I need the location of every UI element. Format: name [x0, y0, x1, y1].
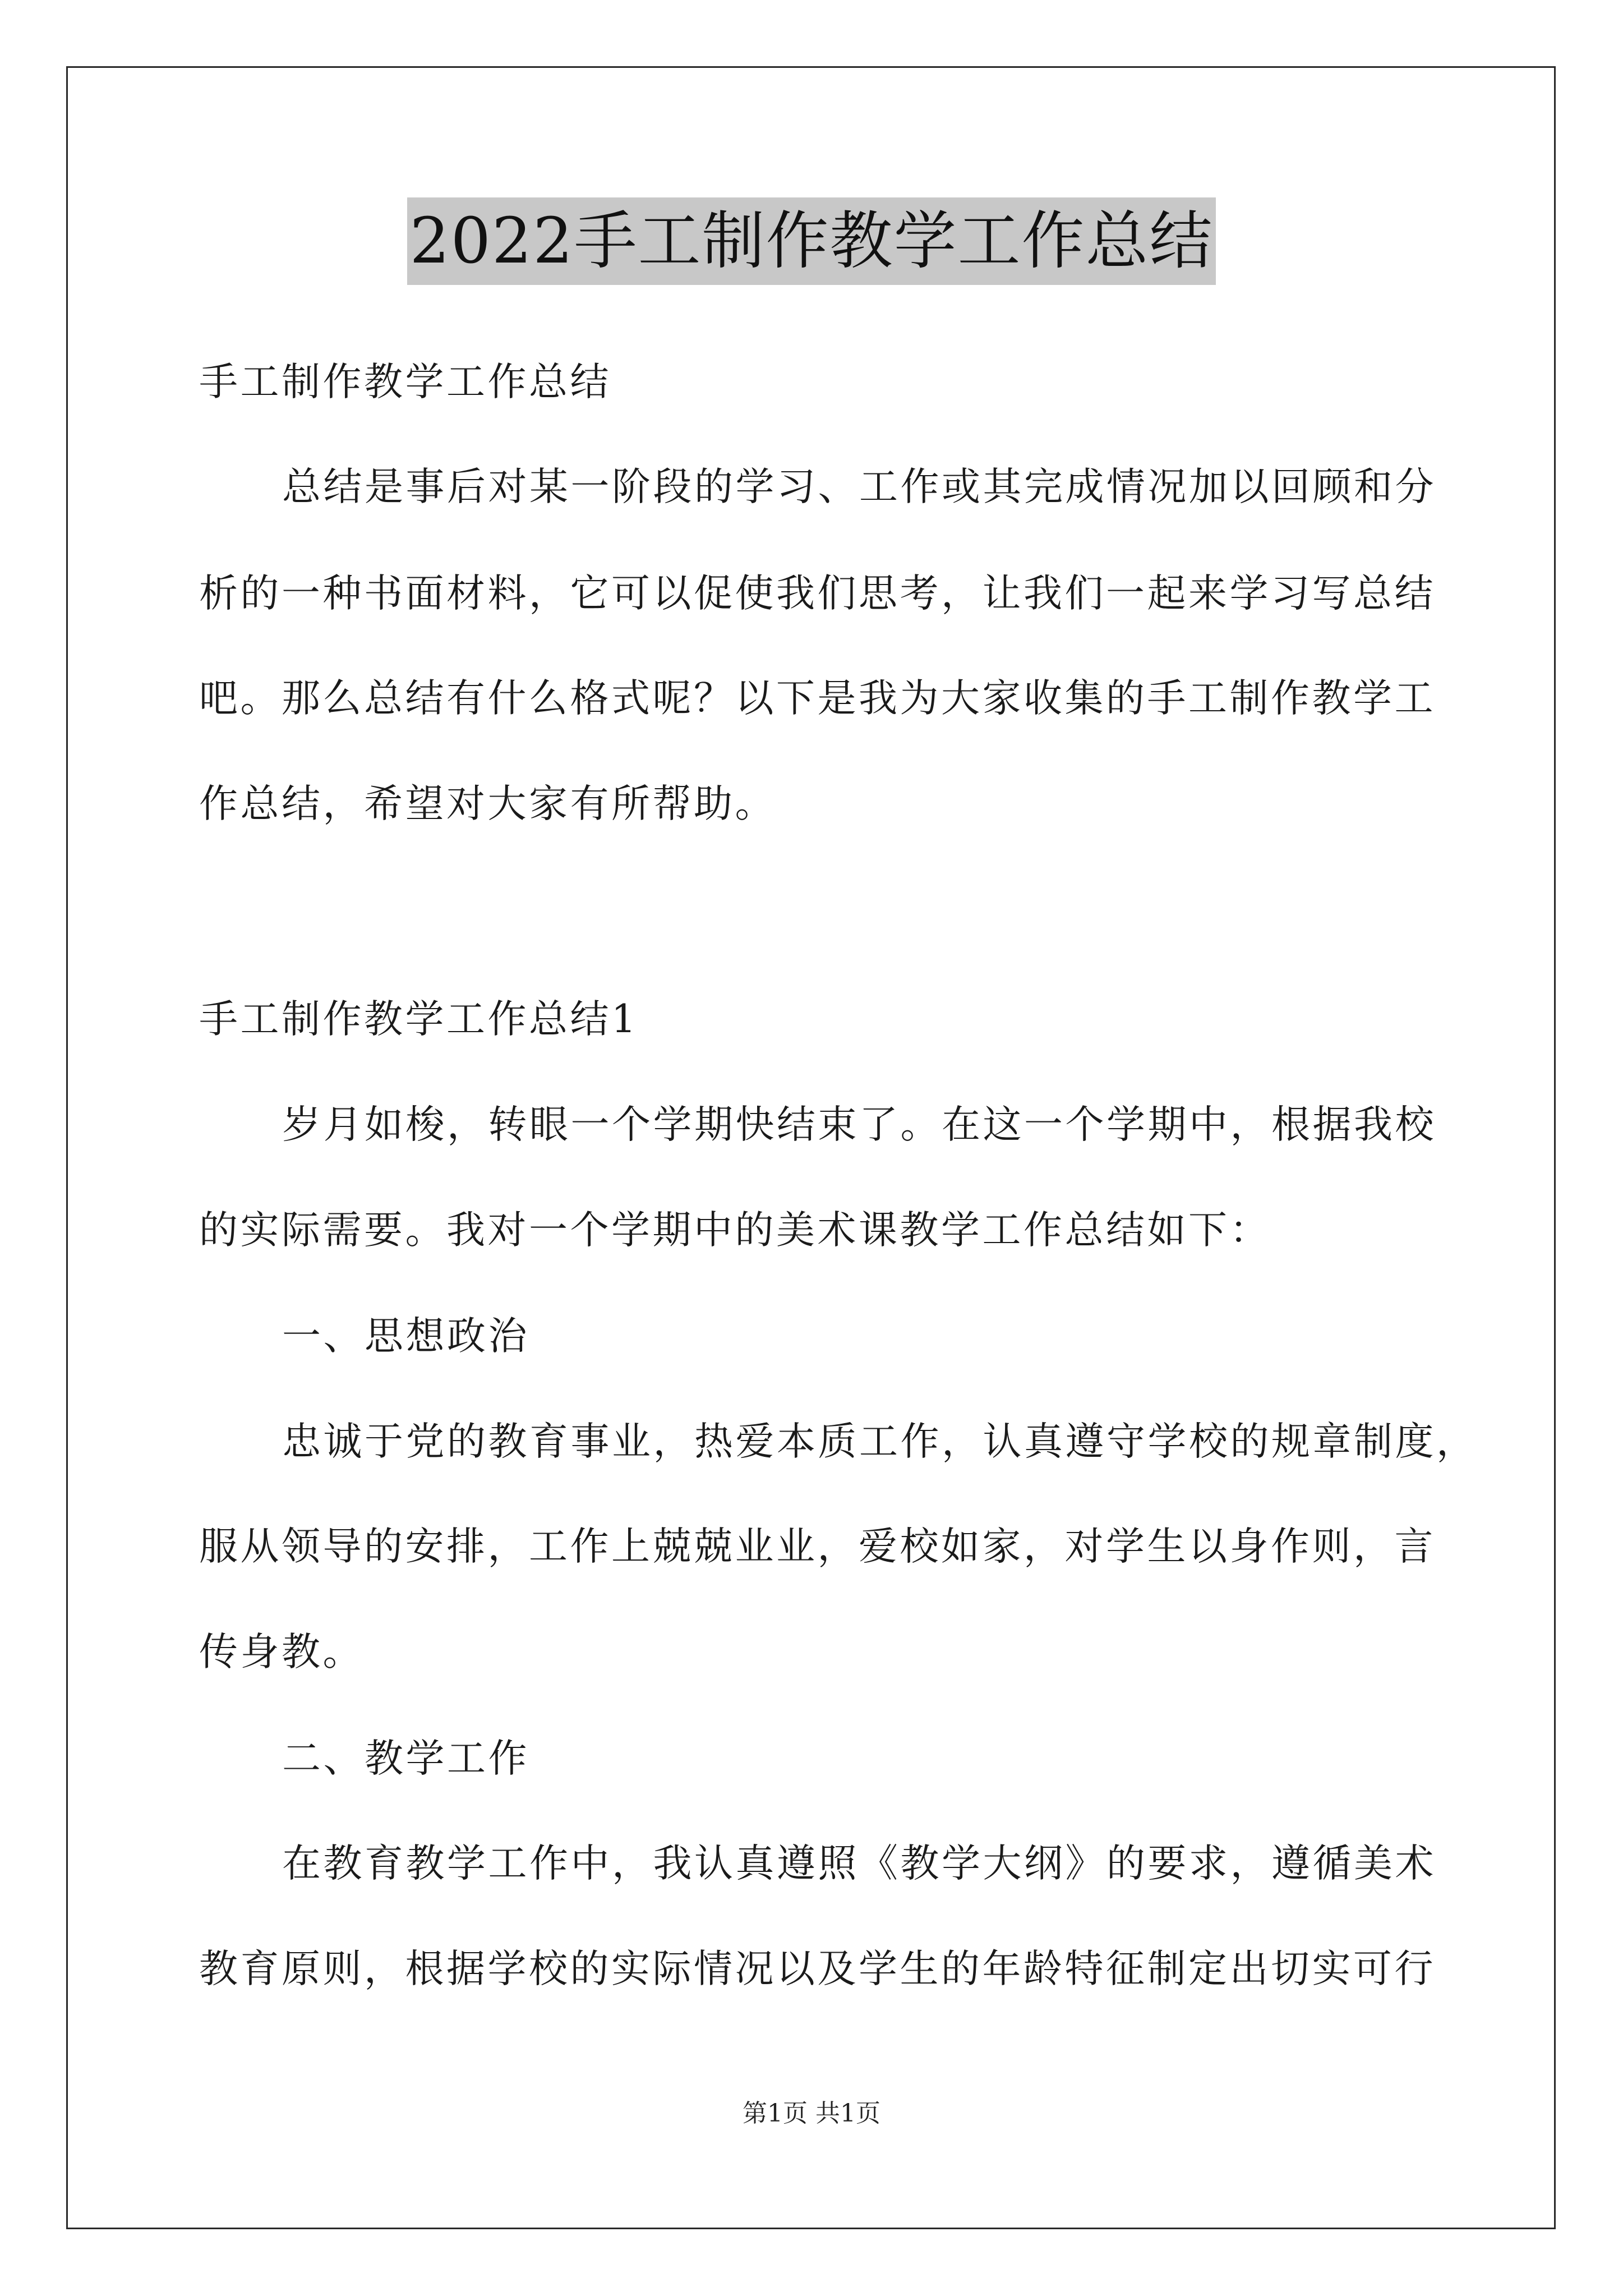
subtitle: 手工制作教学工作总结: [199, 360, 611, 404]
paragraph-line: 岁月如梭，转眼一个学期快结束了。在这一个学期中，根据我校: [282, 1102, 1436, 1147]
paragraph-line: 吧。那么总结有什么格式呢？以下是我为大家收集的手工制作教学工: [199, 676, 1436, 721]
section-heading: 手工制作教学工作总结1: [199, 997, 639, 1042]
paragraph-line: 服从领导的安排，工作上兢兢业业，爱校如家，对学生以身作则，言: [199, 1524, 1436, 1569]
title-container: [0, 197, 1623, 285]
page-footer: 第1页 共1页: [743, 2099, 880, 2128]
paragraph-line: 作总结，希望对大家有所帮助。: [199, 781, 776, 826]
paragraph-line: 总结是事后对某一阶段的学习、工作或其完成情况加以回顾和分: [282, 464, 1436, 509]
subheading: 一、思想政治: [282, 1314, 529, 1359]
paragraph-line: 忠诚于党的教育事业，热爱本质工作，认真遵守学校的规章制度，: [282, 1419, 1478, 1464]
paragraph-line: 传身教。: [199, 1630, 364, 1674]
paragraph-line: 析的一种书面材料，它可以促使我们思考，让我们一起来学习写总结: [199, 571, 1436, 616]
paragraph-line: 的实际需要。我对一个学期中的美术课教学工作总结如下：: [199, 1208, 1271, 1253]
document-title: 2022手工制作教学工作总结: [407, 197, 1215, 285]
paragraph-line: 教育原则，根据学校的实际情况以及学生的年龄特征制定出切实可行: [199, 1947, 1436, 1991]
paragraph-line: 在教育教学工作中，我认真遵照《教学大纲》的要求，遵循美术: [282, 1841, 1436, 1886]
subheading: 二、教学工作: [282, 1736, 529, 1781]
